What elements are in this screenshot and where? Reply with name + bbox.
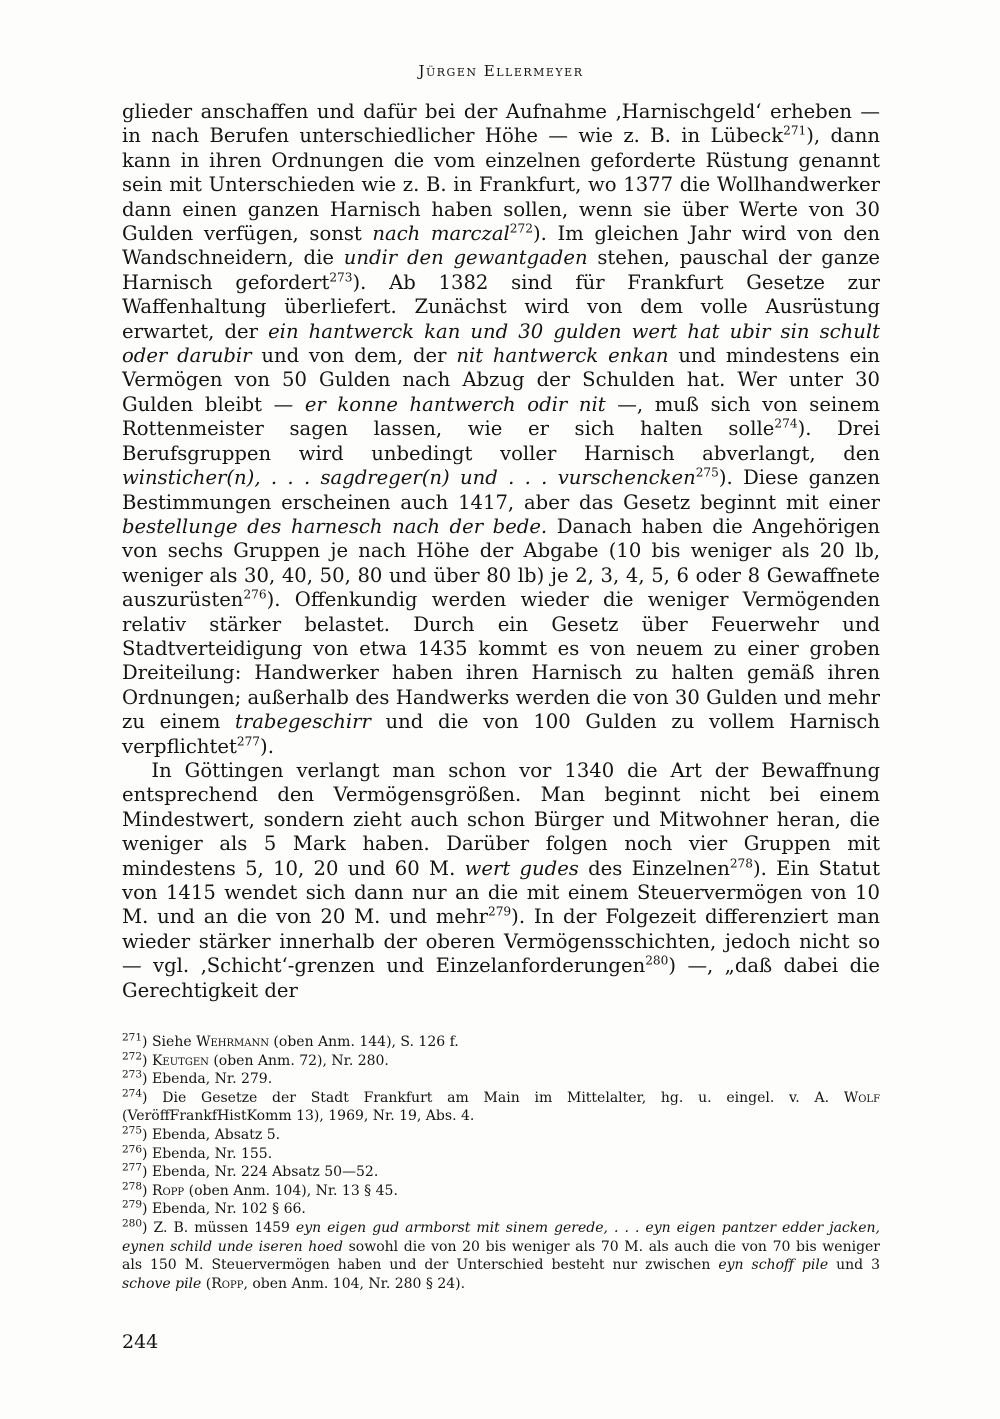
footnote-text: Ebenda, Nr. 279. <box>151 1071 273 1088</box>
footnote-number: 273 <box>122 1068 143 1081</box>
footnote: $^{275}$) Ebenda, Absatz 5. <box>122 1124 281 1143</box>
footnote-text: Ebenda, Nr. 155. <box>151 1145 273 1162</box>
footnote: $^{274}$) Die Gesetze der Stadt Frankfurt am Main im Mittelalter, hg. u. eingel. v. A. Wolf (VeröffFrankfHistKomm 13), 1969, Nr. 19, Abs. 4. <box>122 1087 881 1125</box>
footnote: $^{271}$) Siehe Wehrmann (oben Anm. 144), S. 126 f. <box>122 1031 459 1051</box>
footnote-text: Ebenda, Nr. 102 § 66. <box>151 1201 306 1218</box>
footnote-number: 279 <box>122 1198 143 1211</box>
body-text <box>122 100 880 1003</box>
footnote: $^{272}$) Keutgen (oben Anm. 72), Nr. 280. <box>122 1049 389 1069</box>
footnote-text: Z. B. müssen 1459 eyn eigen gud armborst mit sinem gerede, . . . eyn eigen pantzer edder jacken, eynen schild unde iseren hoed sowohl die von 20 bis weniger als 70 M. als auch die von 70 bis weniger als 150 M. Steuervermögen haben und der Unterschied besteht nur zwischen eyn schoff pile und 3 schove pile (Ropp, oben Anm. 104, Nr. 280 § 24). <box>122 1219 881 1292</box>
footnote-number: 271 <box>122 1031 143 1044</box>
footnote-number: 277 <box>122 1161 143 1174</box>
footnote: $^{276}$) Ebenda, Nr. 155. <box>122 1142 273 1162</box>
footnote-text: Keutgen (oben Anm. 72), Nr. 280. <box>151 1052 389 1069</box>
running-head: Jürgen Ellermeyer <box>418 62 584 80</box>
footnote-number: 276 <box>122 1142 143 1155</box>
footnote: $^{278}$) Ropp (oben Anm. 104), Nr. 13 § 45. <box>122 1180 398 1199</box>
footnote-text: Die Gesetze der Stadt Frankfurt am Main im Mittelalter, hg. u. eingel. v. A. Wolf (VeröffFrankfHistKomm 13), 1969, Nr. 19, Abs. 4. <box>122 1089 881 1125</box>
page <box>122 62 880 1293</box>
footnote: $^{280}$) Z. B. müssen 1459 eyn eigen gud armborst mit sinem gerede, . . . eyn eigen pantzer edder jacken, eynen schild unde iseren hoed sowohl die von 20 bis weniger als 70 M. als auch die von 70 bis weniger als 150 M. Steuervermögen haben und der Unterschied besteht nur zwischen eyn schoff pile und 3 schove pile (Ropp, oben Anm. 104, Nr. 280 § 24). <box>122 1217 881 1292</box>
footnote-text: Ebenda, Absatz 5. <box>151 1127 281 1143</box>
footnote-number: 274 <box>122 1087 143 1100</box>
page-number: 244 <box>122 1331 159 1353</box>
footnote-number: 275 <box>122 1124 143 1137</box>
footnote: $^{279}$) Ebenda, Nr. 102 § 66. <box>122 1198 306 1218</box>
footnote-text: Ropp (oben Anm. 104), Nr. 13 § 45. <box>151 1182 398 1199</box>
footnote-number: 278 <box>122 1180 143 1193</box>
footnotes <box>122 1033 880 1293</box>
footnote-text: Siehe Wehrmann (oben Anm. 144), S. 126 f. <box>151 1034 459 1051</box>
paragraph: glieder anschaffen und dafür bei der Aufnahme ‚Harnischgeld‘ erheben — in nach Berufen unterschiedlicher Höhe — wie z. B. in Lübeck$^{271}$), dann kann in ihren Ordnungen die vom einzelnen geforderte Rüstung genannt sein mit Unterschieden wie z. B. in Frankfurt, wo 1377 die Wollhandwerker dann einen ganzen Harnisch haben sollen, wenn sie über Werte von 30 Gulden verfügen, sonst nach marczal$^{272}$). Im gleichen Jahr wird von den Wandschneidern, die undir den gewantgaden stehen, pauschal der ganze Harnisch gefordert$^{273}$). Ab 1382 sind für Frankfurt Gesetze zur Waffenhaltung überliefert. Zunächst wird von dem volle Ausrüstung erwartet, der ein hantwerck kan und 30 gulden wert hat ubir sin schult oder darubir und von dem, der nit hantwerck enkan und mindestens ein Vermögen von 50 Gulden nach Abzug der Schulden hat. Wer unter 30 Gulden bleibt — er konne hantwerch odir nit —, muß sich von seinem Rottenmeister sagen lassen, wie er sich halten solle$^{274}$). Drei Berufsgruppen wird unbedingt voller Harnisch abverlangt, den winsticher(n), . . . sagdreger(n) und . . . vurschencken$^{275}$). Diese ganzen Bestimmungen erscheinen auch 1417, aber das Gesetz beginnt mit einer bestellunge des harnesch nach der bede. Danach haben die Angehörigen von sechs Gruppen je nach Höhe der Abgabe (10 bis weniger als 20 lb, weniger als 30, 40, 50, 80 und über 80 lb) je 2, 3, 4, 5, 6 oder 8 Gewaffnete auszurüsten$^{276}$). Offenkundig werden wieder die weniger Vermögenden relativ stärker belastet. Durch ein Gesetz über Feuerwehr und Stadtverteidigung von etwa 1435 kommt es von neuem zu einer groben Dreiteilung: Handwerker haben ihren Harnisch zu halten gemäß ihren Ordnungen; außerhalb des Handwerks werden die von 30 Gulden und mehr zu einem trabegeschirr und die von 100 Gulden zu vollem Harnisch verpflichtet$^{277}$). <box>122 100 881 758</box>
footnote: $^{273}$) Ebenda, Nr. 279. <box>122 1068 273 1088</box>
footnote: $^{277}$) Ebenda, Nr. 224 Absatz 50—52. <box>122 1161 379 1181</box>
paragraph: In Göttingen verlangt man schon vor 1340 die Art der Bewaffnung entsprechend den Vermögensgrößen. Man beginnt nicht bei einem Mindestwert, sondern zieht auch schon Bürger und Mitwohner heran, die weniger als 5 Mark haben. Darüber folgen noch vier Gruppen mit mindestens 5, 10, 20 und 60 M. wert gudes des Einzelnen$^{278}$). Ein Statut von 1415 wendet sich dann nur an die mit einem Steuervermögen von 10 M. und an die von 20 M. und mehr$^{279}$). In der Folgezeit differenziert man wieder stärker innerhalb der oberen Vermögensschichten, jedoch nicht so — vgl. ‚Schicht‘-grenzen und Einzelanforderungen$^{280}$) —, „daß dabei die Gerechtigkeit der <box>122 758 880 1002</box>
footnote-number: 280 <box>122 1217 143 1230</box>
footnote-text: Ebenda, Nr. 224 Absatz 50—52. <box>151 1164 379 1181</box>
footnote-number: 272 <box>122 1049 143 1062</box>
